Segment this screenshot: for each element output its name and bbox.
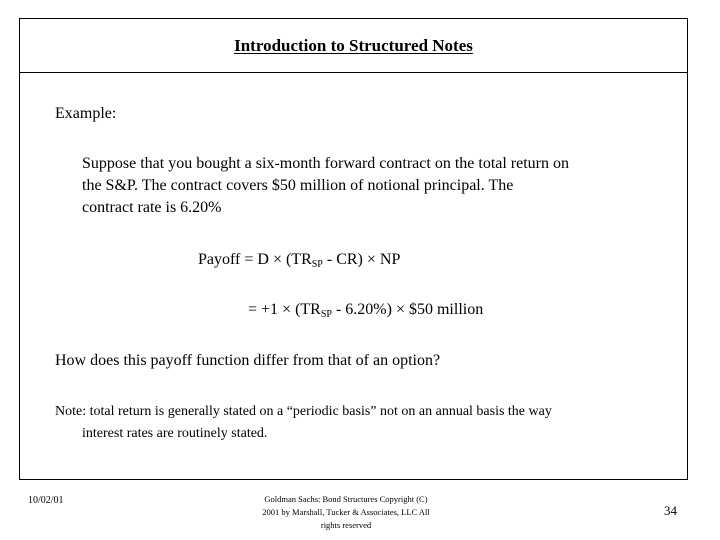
scenario-line: Suppose that you bought a six-month forward contract on the total return on	[82, 155, 570, 172]
title-bar	[20, 19, 687, 73]
calc-subscript: SP	[320, 309, 332, 320]
scenario-line: contract rate is 6.20%	[82, 199, 222, 216]
payoff-calculation	[248, 299, 483, 321]
formula-suffix: - CR) × NP	[322, 251, 401, 268]
calc-prefix: = +1 × (TR	[248, 301, 321, 318]
footer-date: 10/02/01	[28, 495, 64, 506]
scenario-line: the S&P. The contract covers $50 million of notional principal. The	[82, 177, 514, 194]
slide-title: Introduction to Structured Notes	[234, 36, 473, 55]
formula-subscript: SP	[311, 259, 323, 270]
calc-suffix: - 6.20%) × $50 million	[331, 301, 484, 318]
example-label: Example:	[55, 105, 117, 122]
note-line: interest rates are routinely stated.	[82, 426, 268, 441]
payoff-formula	[198, 249, 400, 271]
scenario-text	[82, 153, 652, 219]
copyright-line: Goldman Sachs: Bond Structures Copyright (C)	[264, 494, 428, 504]
page-number: 34	[664, 503, 677, 518]
question-text: How does this payoff function differ from that of an option?	[55, 352, 441, 369]
copyright-line: 2001 by Marshall, Tucker & Associates, LLC All	[262, 507, 430, 517]
footer-copyright	[248, 493, 444, 532]
note-line: Note: total return is generally stated on a “periodic basis” not on an annual basis the way	[55, 404, 552, 419]
copyright-line: rights reserved	[320, 520, 372, 530]
formula-prefix: Payoff = D × (TR	[198, 251, 312, 268]
